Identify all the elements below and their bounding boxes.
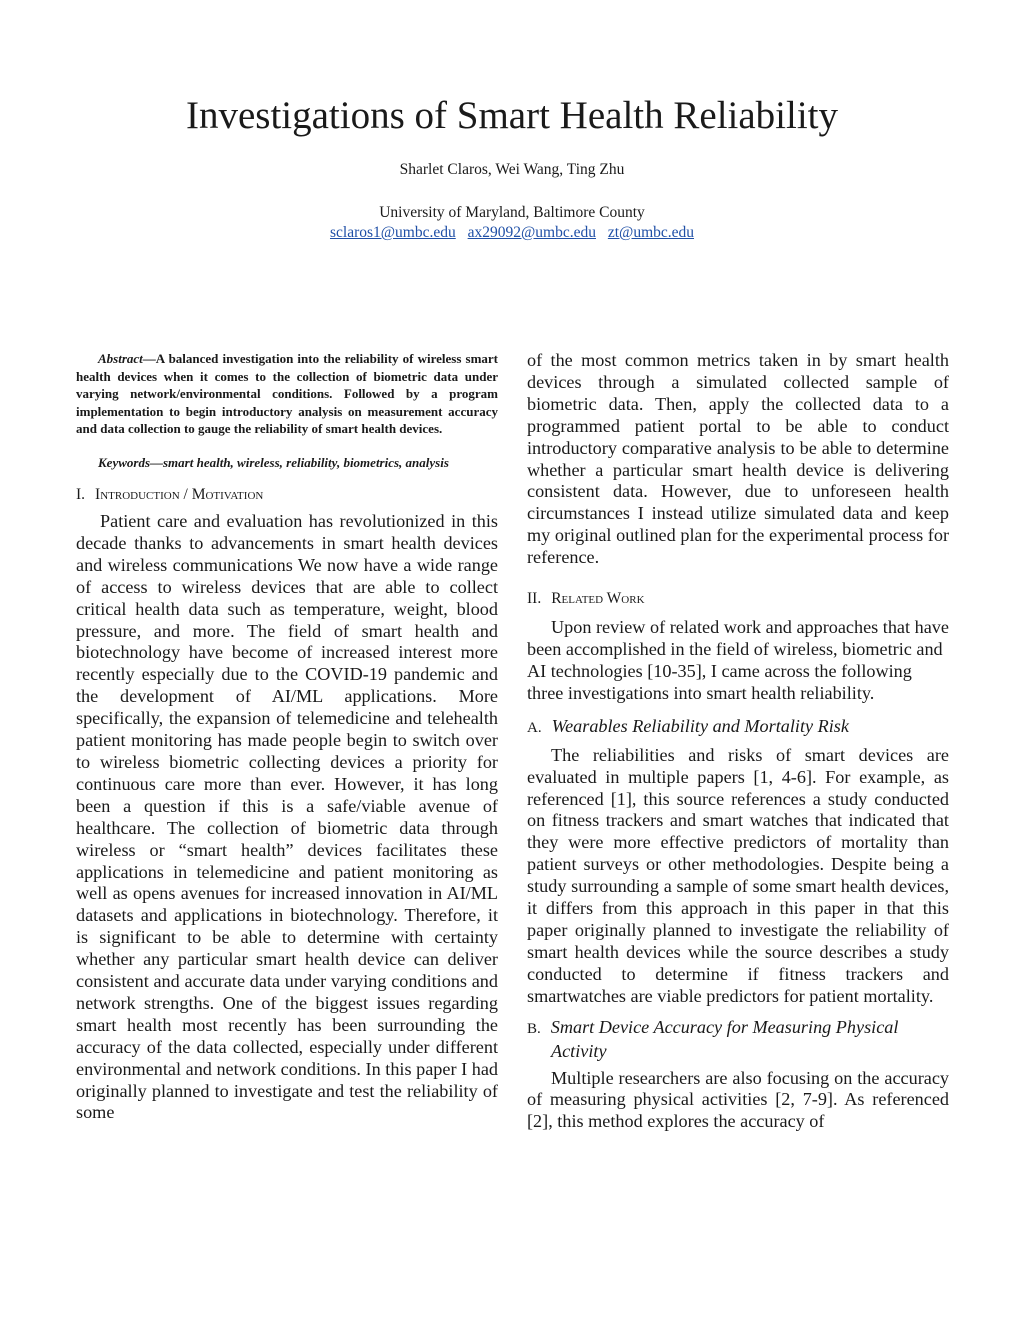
keywords: Keywords—smart health, wireless, reliability, biometrics, analysis: [98, 454, 449, 470]
subsection-heading-a: [527, 715, 949, 739]
section-number: I.: [76, 486, 86, 503]
email-link-claros[interactable]: sclaros1@umbc.edu: [329, 224, 456, 241]
email-list: [0, 223, 1024, 242]
related-work-paragraph-first-line: Upon review of related work and approaches that have: [551, 617, 949, 638]
left-column: [76, 350, 498, 1124]
section-title: Introduction / Motivation: [95, 486, 264, 503]
abstract: [76, 350, 498, 438]
subsection-letter: A.: [527, 719, 542, 736]
author-list: Sharlet Claros, Wei Wang, Ting Zhu: [399, 161, 625, 178]
email-link-wang[interactable]: ax29092@umbc.edu: [467, 224, 596, 241]
subsection-a-paragraph: The reliabilities and risks of smart devices are evaluated in multiple papers [1, 4-6]. For example, as referenced [1], this source references a study conducted on fitness trackers and smart watches that indicated that they were more effective predictors of mortality than patient surveys or other methodologies. Despite being a study surrounding a sample of some smart health devices, it differs from this approach in this paper in that this paper originally planned to investigate the reliability of smart health devices while the source describes a study conducted to determine if fitness trackers and smartwatches are viable predictors for patient mortality.: [527, 744, 949, 1006]
section-number: II.: [527, 590, 542, 608]
subsection-b-paragraph: Multiple researchers are also focusing on the accuracy of measuring physical activities [2, 7-9]. As referenced [2], this method explores the accuracy of: [527, 1067, 949, 1132]
email-link-zhu[interactable]: zt@umbc.edu: [607, 224, 695, 241]
affiliation: University of Maryland, Baltimore County: [379, 204, 645, 221]
abstract-text: A balanced investigation into the reliability of wireless smart health devices when it comes to the collection of biometric data under varying network/environmental conditions. Followed by a program implementation to begin introductory analysis on measurement accuracy and data collection to gauge the reliability of smart health devices.: [76, 351, 498, 436]
subsection-heading-b: [527, 1016, 949, 1062]
related-work-paragraph: been accomplished in the field of wireless, biometric and AI technologies [10-35], I came across the following three investigations into smart health reliability.: [527, 638, 943, 703]
abstract-dash: —: [142, 351, 156, 366]
introduction-paragraph: Patient care and evaluation has revolutionized in this decade thanks to advancements in smart health devices and wireless communications We now have a wide range of access to wireless devices that are able to collect critical health data such as temperature, weight, blood pressure, and more. The field of smart health and biotechnology have become of increased interest more recently especially due to the COVID-19 pandemic and the development of AI/ML applications. More specifically, the expansion of telemedicine and telehealth patient monitoring has made people begin to switch over to wireless biometric collecting devices a priority for continuous care more than ever. However, it has long been a question if this is a safe/viable avenue of healthcare. The collection of biometric data through wireless or “smart health” devices facilitates these applications in telemedicine and patient monitoring as well as opens avenues for increased innovation in AI/ML datasets and applications in biotechnology. Therefore, it is significant to be able to determine with certainty whether any particular smart health device can deliver consistent and accurate data under varying conditions and network strengths. One of the biggest issues regarding smart health most recently has been surrounding the accuracy of the data collected, especially under different environmental and network conditions. In this paper I had originally planned to investigate and test the reliability of some: [76, 511, 498, 1123]
section-heading-introduction: [76, 485, 498, 505]
section-title: Related Work: [551, 590, 645, 608]
introduction-paragraph-continued: of the most common metrics taken in by smart health devices through a simulated collected sample of biometric data. Then, apply the collected data to a programmed patient portal to be able to conduct introductory comparative analysis to be able to determine whether a particular smart health device is delivering consistent data. However, due to unforeseen health circumstances I instead utilize simulated data and keep my original outlined plan for the experimental process for reference.: [527, 350, 949, 568]
subsection-title: Wearables Reliability and Mortality Risk: [551, 715, 849, 736]
section-heading-related-work: [527, 589, 949, 609]
right-column: [527, 350, 949, 1133]
abstract-label: Abstract: [98, 351, 143, 366]
subsection-title: Smart Device Accuracy for Measuring Physical Activity: [550, 1016, 899, 1061]
subsection-letter: B.: [527, 1020, 541, 1037]
paper-title: Investigations of Smart Health Reliability: [185, 94, 839, 137]
